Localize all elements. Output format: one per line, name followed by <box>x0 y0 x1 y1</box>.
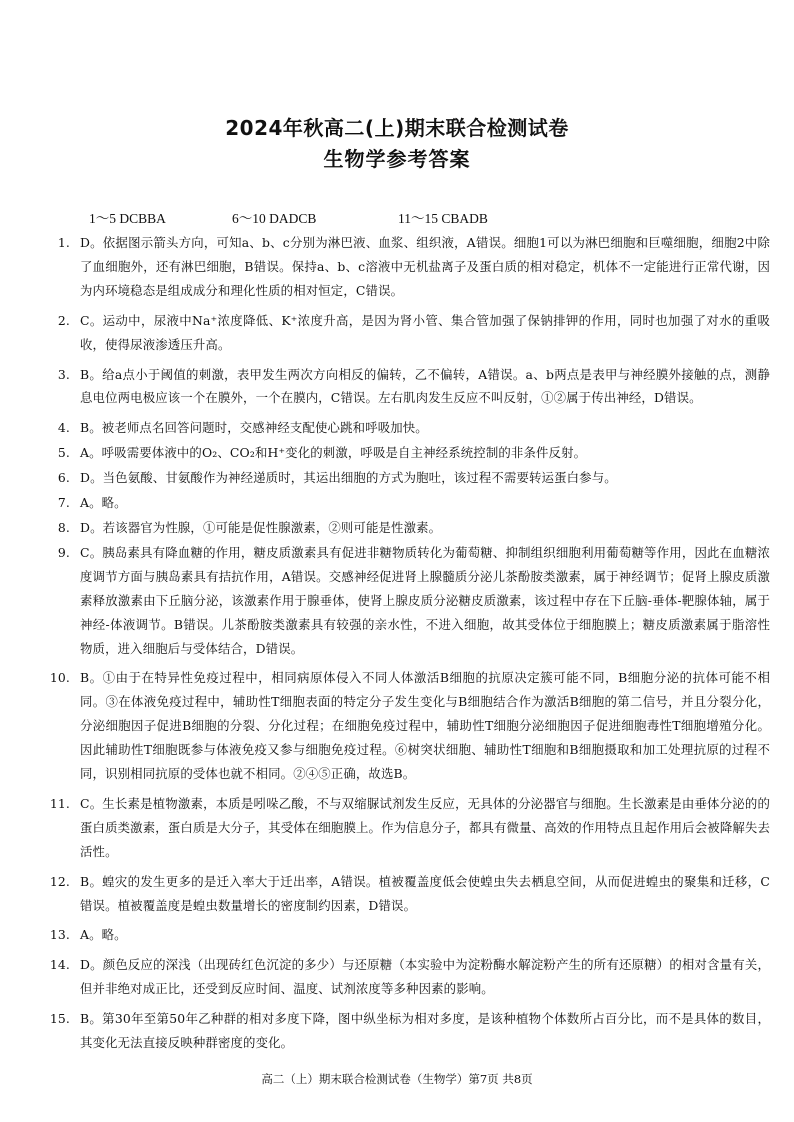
answer-explanations <box>30 231 770 1055</box>
answer-item-12 <box>30 870 770 918</box>
item-text: C。胰岛素具有降血糖的作用，糖皮质激素具有促进非糖物质转化为葡萄糖、抑制组织细胞利用葡萄糖等作用，因此在血糖浓度调节方面与胰岛素具有拮抗作用，A错误。交感神经促进肾上腺髓质分泌儿茶酚胺类激素，属于神经调节；促肾上腺皮质激素释放激素由下丘脑分泌，该激素作用于腺垂体，使肾上腺皮质分泌糖皮质激素，该过程中存在下丘脑-垂体-靶腺体轴，属于神经-体液调节。B错误。儿茶酚胺类激素具有较强的亲水性，不进入细胞，故其受体位于细胞膜上；糖皮质激素属于脂溶性物质，进入细胞后与受体结合，D错误。 <box>80 544 770 656</box>
item-text: A。略。 <box>80 495 127 511</box>
answer-item-9 <box>30 541 770 661</box>
item-number: 2. <box>57 312 70 328</box>
item-number: 14. <box>49 957 70 973</box>
item-text: D。若该器官为性腺，①可能是促性腺激素，②则可能是性激素。 <box>80 519 442 535</box>
answer-item-14 <box>30 953 770 1001</box>
item-number: 1. <box>57 235 70 250</box>
answer-item-6 <box>30 466 770 490</box>
answer-key-row <box>0 207 794 227</box>
item-text: B。第30年至第50年乙种群的相对多度下降，图中纵坐标为相对多度，是该种植物个体数所占百分比，而不是具体的数目，其变化无法直接反映种群密度的变化。 <box>80 1011 770 1051</box>
page-title: 2024年秋高二(上)期末联合检测试卷 <box>225 116 569 140</box>
item-number: 8. <box>57 519 70 535</box>
item-text: D。颜色反应的深浅（出现砖红色沉淀的多少）与还原糖（本实验中为淀粉酶水解淀粉产生的所有还原糖）的相对含量有关，但并非绝对成正比，还受到反应时间、温度、试剂浓度等多种因素的影响。 <box>80 957 770 997</box>
item-text: A。略。 <box>80 927 127 943</box>
item-text: B。蝗灾的发生更多的是迁入率大于迁出率，A错误。植被覆盖度低会使蝗虫失去栖息空间，从而促进蝗虫的聚集和迁移，C错误。植被覆盖度是蝗虫数量增长的密度制约因素，D错误。 <box>80 873 770 913</box>
item-text: C。生长素是植物激素，本质是吲哚乙酸，不与双缩脲试剂发生反应，无具体的分泌器官与细胞。生长激素是由垂体分泌的的蛋白质类激素，蛋白质是大分子，其受体在细胞膜上。作为信息分子，都具有微量、高效的作用特点且起作用后会被降解失去活性。 <box>80 795 770 859</box>
answer-key-6-10: 6～10 DADCB <box>232 211 317 226</box>
page-subtitle: 生物学参考答案 <box>323 147 471 171</box>
item-number: 13. <box>49 927 70 943</box>
item-number: 7. <box>57 495 70 511</box>
answer-item-5 <box>30 441 770 465</box>
item-number: 10. <box>49 670 70 686</box>
answer-item-10 <box>30 666 770 786</box>
answer-item-13 <box>30 923 770 947</box>
item-text: B。①由于在特异性免疫过程中，相同病原体侵入不同人体激活B细胞的抗原决定簇可能不同，B细胞分泌的抗体可能不相同。③在体液免疫过程中，辅助性T细胞表面的特定分子发生变化与B细胞结合作为激活B细胞的第二信号，并且分裂分化，分泌细胞因子促进B细胞的分裂、分化过程；在细胞免疫过程中，辅助性T细胞分泌细胞因子促进细胞毒性T细胞增殖分化。因此辅助性T细胞既参与体液免疫又参与细胞免疫过程。⑥树突状细胞、辅助性T细胞和B细胞摄取和加工处理抗原的过程不同，识别相同抗原的受体也就不相同。②④⑤正确，故选B。 <box>80 670 770 782</box>
answer-item-11 <box>30 792 770 864</box>
answer-item-3 <box>30 363 770 411</box>
page-footer: 高二（上）期末联合检测试卷（生物学）第7页 共8页 <box>261 1072 533 1086</box>
item-number: 5. <box>57 445 70 461</box>
item-number: 3. <box>57 366 70 382</box>
item-number: 9. <box>57 544 70 560</box>
item-text: D。当色氨酸、甘氨酸作为神经递质时，其运出细胞的方式为胞吐，该过程不需要转运蛋白参与。 <box>80 470 617 486</box>
answer-item-15 <box>30 1007 770 1055</box>
answer-item-2 <box>30 309 770 357</box>
item-number: 12. <box>49 873 70 889</box>
answer-key-11-15: 11～15 CBADB <box>398 211 488 226</box>
answer-item-8 <box>30 516 770 540</box>
item-text: C。运动中，尿液中Na⁺浓度降低、K⁺浓度升高，是因为肾小管、集合管加强了保钠排钾的作用，同时也加强了对水的重吸收，使得尿液渗透压升高。 <box>80 312 770 352</box>
item-number: 11. <box>49 795 70 811</box>
item-text: B。给a点小于阈值的刺激，表甲发生两次方向相反的偏转，乙不偏转，A错误。a、b两点是表甲与神经膜外接触的点，测静息电位两电极应该一个在膜外，一个在膜内，C错误。左右肌肉发生反应不叫反射，①②属于传出神经，D错误。 <box>80 366 770 406</box>
item-text: B。被老师点名回答问题时，交感神经支配使心跳和呼吸加快。 <box>80 420 428 436</box>
item-text: D。依据图示箭头方向，可知a、b、c分别为淋巴液、血浆、组织液，A错误。细胞1可以为淋巴细胞和巨噬细胞，细胞2中除了血细胞外，还有淋巴细胞，B错误。保持a、b、c溶液中无机盐离子及蛋白质的相对稳定，机体不一定能进行正常代谢，因为内环境稳态是组成成分和理化性质的相对恒定，C错误。 <box>80 235 770 298</box>
item-number: 4. <box>57 420 70 436</box>
answer-item-1 <box>30 231 770 303</box>
item-text: A。呼吸需要体液中的O₂、CO₂和H⁺变化的刺激，呼吸是自主神经系统控制的非条件反射。 <box>80 445 587 461</box>
item-number: 15. <box>49 1011 70 1027</box>
item-number: 6. <box>57 470 70 486</box>
answer-key-1-5: 1～5 DCBBA <box>89 211 166 226</box>
answer-item-7 <box>30 491 770 515</box>
answer-item-4 <box>30 416 770 440</box>
